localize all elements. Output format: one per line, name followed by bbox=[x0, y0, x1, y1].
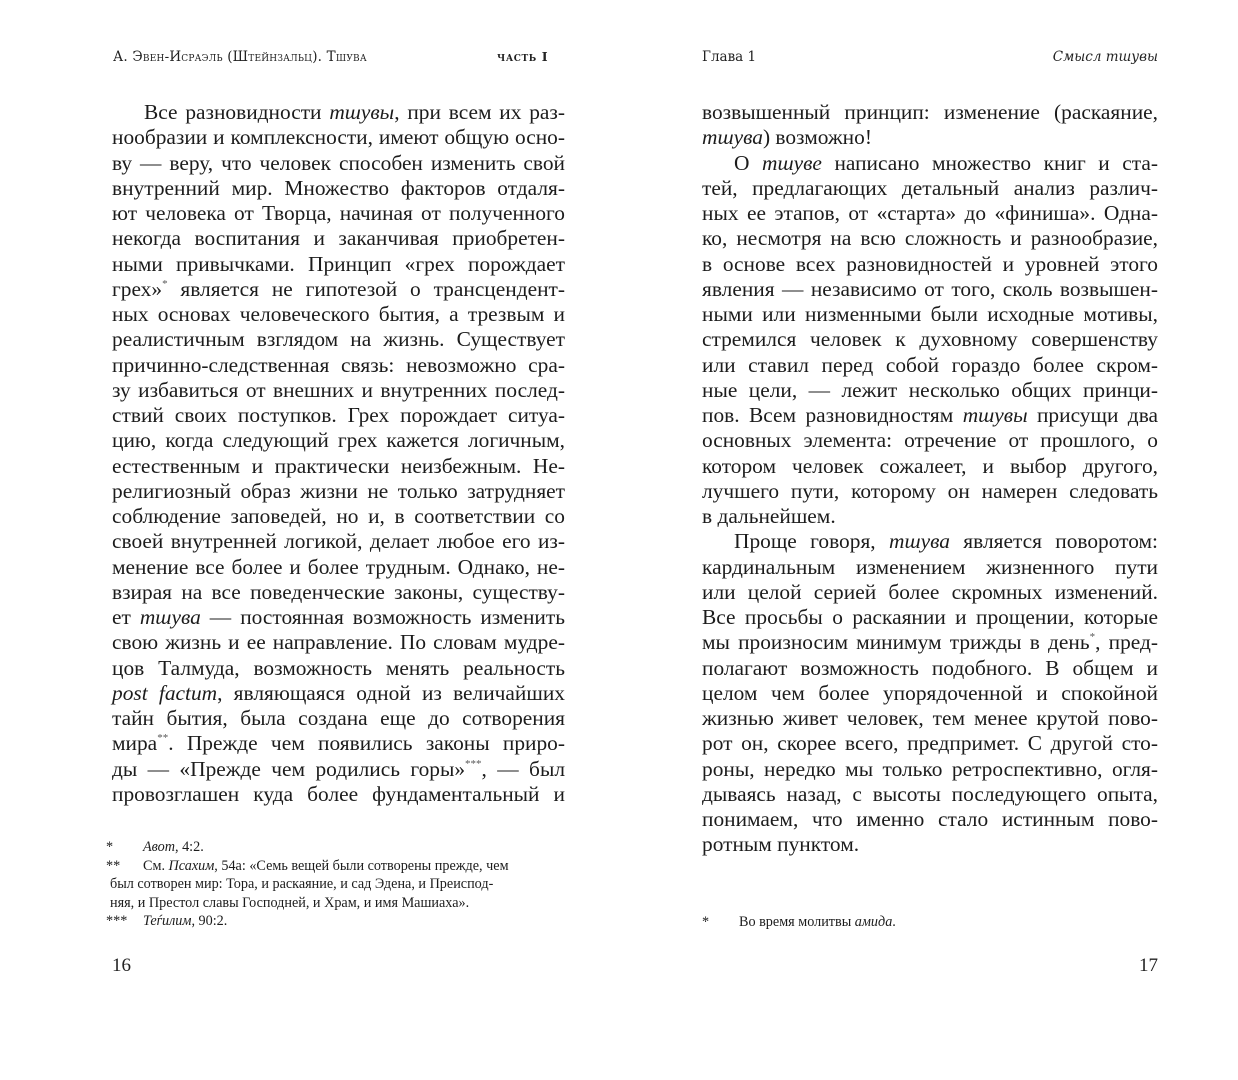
text-run: взирая на все поведенческие законы, существу- bbox=[112, 579, 565, 604]
text-line bbox=[702, 151, 1158, 176]
text-line bbox=[702, 529, 1158, 554]
text-run: ) возможно! bbox=[762, 125, 872, 150]
text-line bbox=[702, 706, 1158, 731]
text-line bbox=[112, 731, 565, 756]
footnote-line bbox=[110, 894, 566, 913]
text-line bbox=[112, 201, 565, 226]
text-line bbox=[702, 454, 1158, 479]
text-line bbox=[112, 252, 565, 277]
text-run: ствий своих поступков. Грех порождает ситуа- bbox=[112, 403, 565, 427]
text-line bbox=[112, 605, 565, 630]
text-line bbox=[702, 656, 1158, 681]
text-run: жизнью живет человек, тем менее крутой пово- bbox=[702, 706, 1158, 730]
text-run: стремился человек к духовному совершенству bbox=[702, 327, 1158, 352]
running-head-chapter: Глава 1 bbox=[702, 49, 757, 65]
page-number: 16 bbox=[112, 955, 131, 976]
footnote-mark: * bbox=[106, 839, 114, 855]
text-run: , 90:2. bbox=[191, 913, 228, 929]
text-line bbox=[702, 757, 1158, 782]
text-run: рот он, скорее всего, предпримет. С другой сто- bbox=[702, 731, 1158, 756]
text-run: менение все более и более трудным. Однако, не- bbox=[112, 554, 565, 579]
text-run: грех» bbox=[112, 276, 163, 301]
text-run: ву — веру, что человек способен изменить свой bbox=[112, 150, 565, 175]
text-line bbox=[112, 782, 565, 807]
text-line bbox=[702, 555, 1158, 580]
text-line bbox=[702, 731, 1158, 756]
footnote-line bbox=[143, 857, 566, 876]
text-line bbox=[112, 681, 565, 706]
text-line bbox=[112, 277, 565, 302]
body-text bbox=[702, 100, 1158, 858]
running-head-chapter-title: Смысл тшувы bbox=[1052, 49, 1158, 65]
text-line bbox=[702, 605, 1158, 630]
text-run: естественным и практически неизбежным. Не- bbox=[112, 453, 565, 478]
text-run: присущи два bbox=[1027, 403, 1159, 427]
footnotes bbox=[106, 838, 566, 931]
text-line bbox=[112, 176, 565, 201]
footnote-ref: * bbox=[1089, 631, 1096, 644]
text-run: соблюдение заповедей, но и, в соответствии со bbox=[112, 504, 565, 528]
text-line bbox=[702, 630, 1158, 655]
text-run: реалистичным взглядом на жизнь. Существует bbox=[112, 327, 565, 352]
text-run: целом чем более упорядоченной и спокойной bbox=[702, 680, 1158, 705]
text-line bbox=[112, 479, 565, 504]
text-run: цов Талмуда, возможность менять реальность bbox=[112, 655, 565, 680]
text-run: является поворотом: bbox=[949, 529, 1158, 554]
text-line bbox=[112, 353, 565, 378]
text-run: ротным пунктом. bbox=[702, 832, 860, 857]
text-run: ные цели, — лежит несколько общих принци- bbox=[702, 377, 1158, 402]
italic-term: Псахим bbox=[168, 857, 215, 874]
italic-term: тшува bbox=[889, 529, 950, 554]
footnote-mark: * bbox=[702, 914, 710, 930]
text-run: мира bbox=[112, 731, 158, 756]
text-line bbox=[112, 378, 565, 403]
italic-term: post factum bbox=[112, 680, 218, 705]
footnote bbox=[106, 838, 566, 857]
text-run: кардинальным изменением жизненного пути bbox=[702, 554, 1158, 579]
footnote-ref: ** bbox=[157, 732, 169, 745]
text-run: цию, когда следующий грех кажется логичным, bbox=[112, 428, 565, 453]
text-line bbox=[702, 100, 1158, 125]
text-run: основных элемента: отречение от прошлого, о bbox=[702, 428, 1158, 453]
footnote-line bbox=[143, 912, 566, 931]
text-run: , при всем их раз- bbox=[394, 100, 566, 124]
text-line bbox=[112, 454, 565, 479]
text-run: ных основах человеческого бытия, а трезвым и bbox=[112, 302, 565, 326]
text-run: , 4:2. bbox=[174, 839, 204, 855]
text-run: причинно-следственная связь: невозможно сра- bbox=[112, 352, 565, 377]
right-page bbox=[619, 0, 1238, 1080]
text-line bbox=[112, 428, 565, 453]
text-line bbox=[112, 403, 565, 428]
text-run: был сотворен мир: Тора, и раскаяние, и сад Эдена, и Преиспод- bbox=[110, 876, 494, 892]
text-run: ных ее этапов, от «старта» до «финиша». Одна- bbox=[702, 201, 1158, 225]
text-run: полагают возможность подобного. В общем и bbox=[702, 655, 1158, 680]
text-run: или ставил перед собой гораздо более скром- bbox=[702, 352, 1158, 377]
text-line bbox=[702, 277, 1158, 302]
footnotes bbox=[702, 913, 1162, 932]
text-run: возвышенный принцип: изменение (раскаяние, bbox=[702, 100, 1158, 124]
text-run: Все просьбы о раскаянии и прощении, которые bbox=[702, 605, 1158, 629]
page-number: 17 bbox=[1139, 955, 1158, 976]
text-run: тей, предлагающих детальный анализ различ- bbox=[702, 175, 1158, 200]
text-line bbox=[702, 807, 1158, 832]
text-line bbox=[112, 757, 565, 782]
text-line bbox=[702, 226, 1158, 251]
footnote-line bbox=[143, 838, 566, 857]
text-run: , — был bbox=[481, 756, 565, 781]
text-line bbox=[112, 226, 565, 251]
text-line bbox=[112, 125, 565, 150]
text-line bbox=[112, 302, 565, 327]
text-line bbox=[702, 580, 1158, 605]
text-run: роны, нередко мы только ретроспективно, огля- bbox=[702, 756, 1158, 781]
text-run: явления — независимо от того, сколь возвышен- bbox=[702, 276, 1158, 301]
text-run: дываясь назад, с высоты последующего опыта, bbox=[702, 781, 1158, 806]
text-line bbox=[702, 428, 1158, 453]
text-line bbox=[702, 504, 1158, 529]
text-line bbox=[702, 176, 1158, 201]
text-line bbox=[702, 681, 1158, 706]
text-run: ными привычками. Принцип «грех порождает bbox=[112, 251, 565, 276]
text-run: внутренний мир. Множество факторов отдаля- bbox=[112, 175, 565, 200]
text-run: провозглашен куда более фундаментальный и bbox=[112, 781, 565, 806]
italic-term: тшувы bbox=[962, 403, 1028, 427]
text-run: зу избавиться от внешних и внутренних послед- bbox=[112, 377, 565, 402]
text-line bbox=[112, 504, 565, 529]
text-line bbox=[112, 151, 565, 176]
italic-term: тшува bbox=[702, 125, 763, 150]
text-line bbox=[112, 529, 565, 554]
footnote-ref: *** bbox=[465, 757, 482, 770]
text-run: некогда воспитания и заканчивая приобретен- bbox=[112, 226, 565, 251]
text-run: — постоянная возможность изменить bbox=[200, 605, 565, 629]
text-run: котором человек сожалеет, и выбор другого, bbox=[702, 453, 1158, 478]
text-line bbox=[112, 630, 565, 655]
text-line bbox=[702, 782, 1158, 807]
footnote-ref: * bbox=[162, 277, 168, 290]
text-line bbox=[702, 353, 1158, 378]
text-line bbox=[702, 832, 1158, 857]
text-run: ными или низменными были исходные мотивы, bbox=[702, 302, 1158, 326]
text-run: . bbox=[892, 914, 896, 930]
text-run: свою жизнь и ее направление. По словам мудре- bbox=[112, 630, 565, 655]
text-run: , пред- bbox=[1095, 630, 1158, 655]
text-run: ет bbox=[112, 605, 140, 629]
text-run: написано множество книг и ста- bbox=[821, 150, 1159, 175]
text-line bbox=[702, 378, 1158, 403]
text-line bbox=[702, 252, 1158, 277]
text-run: См. bbox=[143, 857, 169, 874]
text-line bbox=[702, 125, 1158, 150]
text-run: своей внутренней логикой, делает любое его из- bbox=[112, 529, 565, 554]
text-run: , 54а: «Семь вещей были сотворены прежде, чем bbox=[214, 857, 509, 874]
italic-term: тшува bbox=[139, 605, 201, 629]
text-run: религиозный образ жизни не только затрудняет bbox=[112, 478, 565, 503]
italic-term: тшувы bbox=[329, 100, 395, 124]
text-run: пов. Всем разновидностям bbox=[702, 403, 963, 427]
text-run: мы произносим минимум трижды в день bbox=[702, 630, 1090, 655]
text-line bbox=[112, 100, 565, 125]
text-line bbox=[112, 580, 565, 605]
text-line bbox=[112, 555, 565, 580]
text-run: в основе всех разновидностей и уровней этого bbox=[702, 251, 1158, 276]
text-line bbox=[702, 302, 1158, 327]
italic-term: Авот bbox=[143, 839, 175, 855]
running-head-author-title: А. Эвен-Исраэль (Штейнзальц). Тшува bbox=[113, 49, 367, 65]
text-run: няя, и Престол славы Господней, и Храм, и имя Машиаха». bbox=[110, 894, 470, 911]
text-run: Во время молитвы bbox=[739, 914, 855, 930]
text-run: Все разновидности bbox=[144, 100, 330, 124]
text-run: или целой серией более скромных изменений. bbox=[702, 579, 1158, 604]
text-line bbox=[112, 706, 565, 731]
text-run: , являющаяся одной из величайших bbox=[217, 680, 565, 705]
text-run: лучшего пути, которому он намерен следовать bbox=[702, 478, 1158, 503]
text-line bbox=[112, 656, 565, 681]
text-run: ют человека от Творца, начиная от полученного bbox=[112, 201, 565, 225]
text-line bbox=[112, 327, 565, 352]
text-run: является не гипотезой о трансцендент- bbox=[167, 276, 565, 301]
text-run: понимаем, что именно стало истинным пово- bbox=[702, 807, 1158, 831]
footnote-mark: ** bbox=[106, 857, 121, 874]
text-run: ды — «Прежде чем родились горы» bbox=[112, 756, 466, 781]
italic-term: Теѓилим bbox=[143, 913, 192, 929]
text-run: О bbox=[734, 150, 763, 175]
text-line bbox=[702, 479, 1158, 504]
text-line bbox=[702, 403, 1158, 428]
text-run: в дальнейшем. bbox=[702, 504, 836, 528]
footnote-line bbox=[110, 875, 566, 894]
text-line bbox=[702, 327, 1158, 352]
italic-term: тшуве bbox=[762, 150, 822, 175]
text-run: Проще говоря, bbox=[734, 529, 889, 554]
footnote bbox=[702, 913, 1162, 932]
italic-term: амида bbox=[854, 914, 893, 930]
footnote-mark: *** bbox=[106, 913, 128, 929]
text-run: тайн бытия, была создана еще до сотворения bbox=[112, 706, 565, 730]
body-text bbox=[112, 100, 565, 807]
text-line bbox=[702, 201, 1158, 226]
footnote bbox=[106, 857, 566, 913]
running-head-part: часть I bbox=[497, 49, 549, 64]
text-run: ко, несмотря на всю сложность и разнообразие, bbox=[702, 226, 1158, 251]
text-run: нообразии и комплексности, имеют общую осно- bbox=[112, 125, 565, 150]
footnote bbox=[106, 912, 566, 931]
footnote-line bbox=[739, 913, 1162, 932]
text-run: . Прежде чем появились законы приро- bbox=[168, 731, 565, 756]
